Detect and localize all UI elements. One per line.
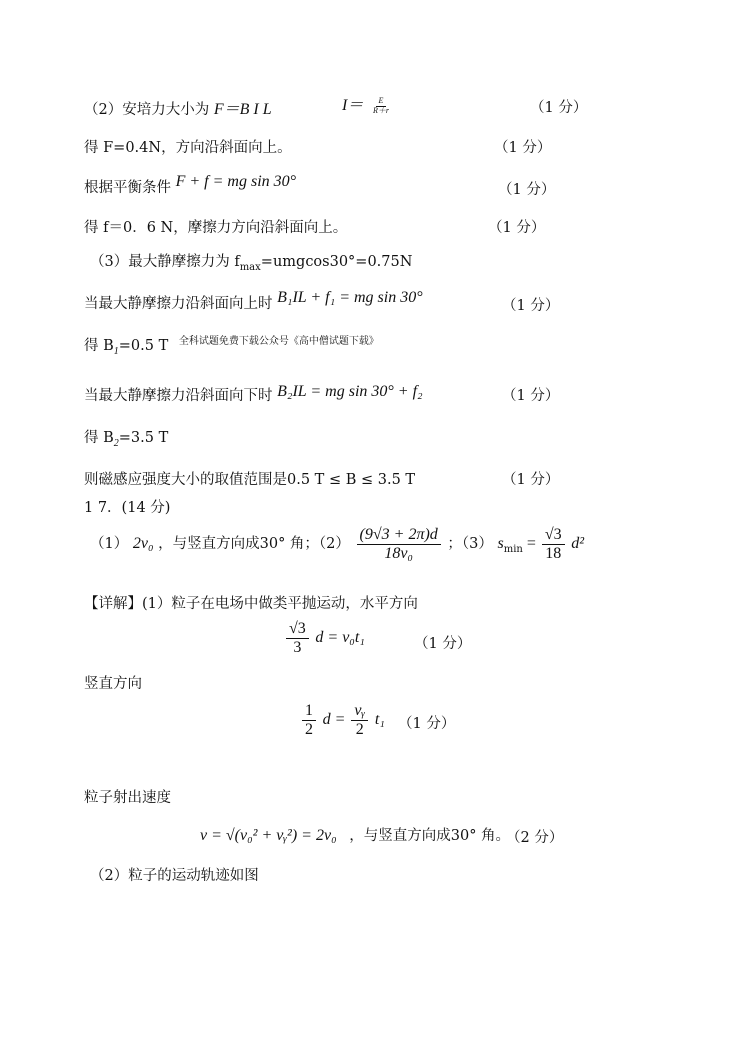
vertical-end: t₁ (374, 711, 385, 729)
line-b1-result (84, 334, 379, 357)
line-b2-result (84, 426, 168, 449)
score-1: （1 分） (530, 100, 588, 116)
line-force-result: 得 F=0.4N，方向沿斜面向上。 (84, 140, 292, 156)
max-friction-label: （3）最大静摩擦力为 f (90, 254, 240, 270)
answer-3-fraction (542, 526, 565, 562)
score-3: （1 分） (498, 182, 556, 198)
line-velocity-eq (200, 824, 510, 845)
current-formula (342, 92, 394, 115)
vertical-fraction-1 (302, 702, 316, 738)
score-18: （2 分） (506, 830, 564, 846)
ampere-force-formula: F＝B I L (213, 101, 272, 118)
answer-3-equals: = (522, 535, 540, 553)
line-vertical-eq (300, 702, 385, 738)
b1-label: 得 B (84, 338, 114, 354)
answer-3-denominator: 18 (545, 544, 562, 562)
max-friction-value: =umgcos30°=0.75N (260, 254, 413, 270)
watermark-note: 全科试题免费下载公众号《高中僧试题下载》 (178, 336, 379, 347)
line-vertical-direction: 竖直方向 (84, 676, 142, 692)
score-8: （1 分） (502, 388, 560, 404)
line-horizontal-eq (284, 620, 365, 656)
ampere-force-label: （2）安培力大小为 (84, 102, 210, 118)
horizontal-formula: d = v₀t₁ (315, 629, 365, 647)
line-friction-up (84, 289, 423, 313)
b2-label: 得 B (84, 430, 114, 446)
line-b-range: 则磁感应强度大小的取值范围是0.5 T ≤ B ≤ 3.5 T (84, 472, 416, 488)
current-eq-lhs: I＝ (342, 97, 364, 114)
score-4: （1 分） (488, 220, 546, 236)
velocity-direction: ，与竖直方向成30° 角。 (349, 828, 511, 844)
b2-sub: 2 (113, 437, 119, 449)
vertical-mid: d = (322, 711, 350, 729)
equilibrium-label: 根据平衡条件 (84, 180, 171, 196)
answer-3-symbol: s (497, 535, 504, 553)
score-10: （1 分） (502, 472, 560, 488)
line-friction-result: 得 f＝0．6 N，摩擦力方向沿斜面向上。 (84, 220, 348, 236)
line-ampere-force (84, 96, 272, 119)
vertical-fraction-2 (351, 702, 368, 738)
question-17-header: 1 7．(14 分) (84, 500, 171, 516)
answer-3-numerator: √3 (542, 526, 565, 545)
current-denominator: R＋r (372, 105, 389, 115)
velocity-formula: v = √(v₀² + vᵧ²) = 2v₀ (200, 827, 337, 844)
score-16: （1 分） (398, 716, 456, 732)
line-exit-velocity: 粒子射出速度 (84, 790, 171, 806)
friction-down-formula: B₂IL = mg sin 30° + f₂ (277, 383, 423, 400)
line-max-static-friction (90, 250, 412, 273)
max-friction-sub: max (239, 261, 261, 273)
answer-2-denominator: 18v₀ (384, 544, 413, 562)
friction-up-formula: B₁IL + f₁ = mg sin 30° (277, 289, 423, 306)
b1-value: =0.5 T (118, 338, 169, 354)
score-2: （1 分） (494, 140, 552, 156)
line-equilibrium (84, 173, 297, 197)
answer-1-label: （1） (90, 536, 129, 553)
line-detailed-solution: 【详解】(1）粒子在电场中做类平抛运动，水平方向 (84, 596, 418, 612)
vertical-numerator-1: 1 (302, 702, 316, 721)
answer-2-fraction (357, 526, 441, 562)
answer-3-label: ；（3） (447, 536, 493, 553)
vertical-denominator-1: 2 (305, 720, 313, 738)
friction-down-label: 当最大静摩擦力沿斜面向下时 (84, 388, 273, 404)
line-friction-down (84, 384, 423, 405)
answer-3-sub: min (503, 543, 523, 555)
vertical-denominator-2: 2 (355, 720, 364, 738)
score-14: （1 分） (414, 636, 472, 652)
vertical-numerator-2: vᵧ (351, 702, 368, 721)
b1-sub: 1 (113, 345, 119, 357)
horizontal-denominator: 3 (293, 638, 302, 656)
line-answer-summary (90, 526, 584, 562)
current-numerator: E (376, 97, 387, 107)
score-6: （1 分） (502, 298, 560, 314)
b2-value: =3.5 T (118, 430, 169, 446)
friction-up-label: 当最大静摩擦力沿斜面向上时 (84, 296, 273, 312)
answer-1-value: 2v₀ (132, 535, 154, 553)
answer-1-direction: ，与竖直方向成30° 角；（2） (158, 536, 350, 553)
current-fraction (370, 97, 392, 116)
answer-3-tail: d² (571, 535, 585, 553)
line-trajectory: （2）粒子的运动轨迹如图 (90, 868, 259, 884)
answer-2-numerator: (9√3 + 2π)d (357, 526, 441, 545)
horizontal-numerator: √3 (286, 620, 309, 639)
equilibrium-formula: F + f = mg sin 30° (175, 173, 297, 190)
horizontal-fraction (286, 620, 309, 656)
